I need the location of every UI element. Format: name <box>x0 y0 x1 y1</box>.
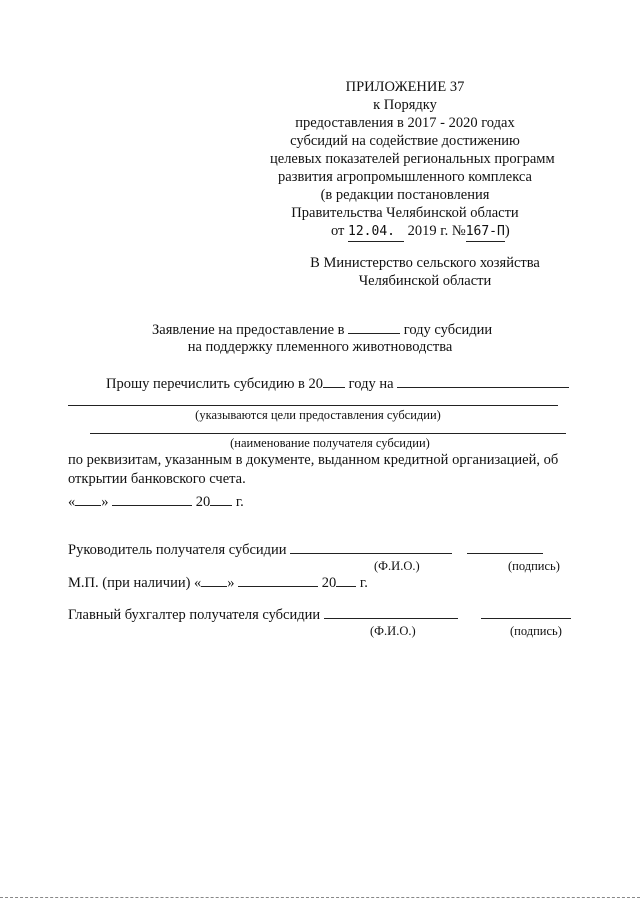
request-line <box>106 374 569 393</box>
date-handwritten: 12.04. <box>348 223 404 242</box>
date-year-blank[interactable] <box>210 492 232 506</box>
header-date-line <box>331 222 510 242</box>
date-open-quote: « <box>68 494 76 510</box>
date-prefix: от <box>331 223 345 239</box>
accountant-sign-caption: (подпись) <box>510 624 562 638</box>
header-line-7: Правительства Челябинской области <box>291 205 519 221</box>
stamp-century: 20 <box>321 575 337 591</box>
date-day-blank[interactable] <box>75 492 101 506</box>
accountant-fio-caption: (Ф.И.О.) <box>370 624 416 638</box>
date-year: 2019 г. № <box>407 223 466 239</box>
details-line-2: открытии банковского счета. <box>68 471 246 487</box>
header-line-4: целевых показателей региональных программ <box>270 151 555 167</box>
head-fio-blank[interactable] <box>290 540 452 554</box>
accountant-signature-line <box>68 605 571 624</box>
stamp-year-blank[interactable] <box>336 573 356 587</box>
header-line-1: к Порядку <box>373 97 437 113</box>
request-year-blank[interactable] <box>323 374 345 388</box>
stamp-close-quote: » <box>227 575 235 591</box>
stamp-day-blank[interactable] <box>201 573 227 587</box>
header-line-6: (в редакции постановления <box>320 187 490 203</box>
date-year-suffix: г. <box>235 494 244 510</box>
number-suffix: ) <box>504 223 510 239</box>
stamp-year-suffix: г. <box>359 575 368 591</box>
date-century: 20 <box>195 494 211 510</box>
request-goal-blank[interactable] <box>397 374 569 388</box>
title-text-a: Заявление на предоставление в <box>152 322 345 338</box>
accountant-label: Главный бухгалтер получателя субсидии <box>68 607 321 623</box>
stamp-line <box>68 573 368 592</box>
details-line-1: по реквизитам, указанным в документе, выданном кредитной организацией, об <box>68 452 559 468</box>
accountant-sign-blank[interactable] <box>481 605 571 619</box>
head-label: Руководитель получателя субсидии <box>68 542 287 558</box>
request-text-a: Прошу перечислить субсидию в 20 <box>106 376 324 392</box>
number-handwritten: 167-П <box>466 223 505 242</box>
title-line-2: на поддержку племенного животноводства <box>187 339 453 355</box>
application-date-line <box>68 492 244 511</box>
head-sign-caption: (подпись) <box>508 559 560 573</box>
accountant-fio-blank[interactable] <box>324 605 458 619</box>
header-line-2: предоставления в 2017 - 2020 годах <box>295 115 515 131</box>
addressee-line-2: Челябинской области <box>358 273 492 289</box>
stamp-month-blank[interactable] <box>238 573 318 587</box>
date-month-blank[interactable] <box>112 492 192 506</box>
header-line-3: субсидий на содействие достижению <box>290 133 520 149</box>
date-close-quote: » <box>101 494 109 510</box>
appendix-title: ПРИЛОЖЕНИЕ 37 <box>345 79 465 95</box>
head-sign-blank[interactable] <box>467 540 543 554</box>
head-signature-line <box>68 540 543 559</box>
recipient-caption: (наименование получателя субсидии) <box>230 436 430 450</box>
addressee-line-1: В Министерство сельского хозяйства <box>310 255 540 271</box>
stamp-label: М.П. (при наличии) « <box>68 575 202 591</box>
title-line-1 <box>152 320 492 339</box>
head-fio-caption: (Ф.И.О.) <box>374 559 420 573</box>
scan-edge-line <box>0 897 640 898</box>
request-text-b: году на <box>348 376 394 392</box>
title-text-b: году субсидии <box>403 322 493 338</box>
goals-caption: (указываются цели предоставления субсидии) <box>195 408 441 422</box>
header-line-5: развития агропромышленного комплекса <box>278 169 532 185</box>
year-blank[interactable] <box>348 320 400 334</box>
